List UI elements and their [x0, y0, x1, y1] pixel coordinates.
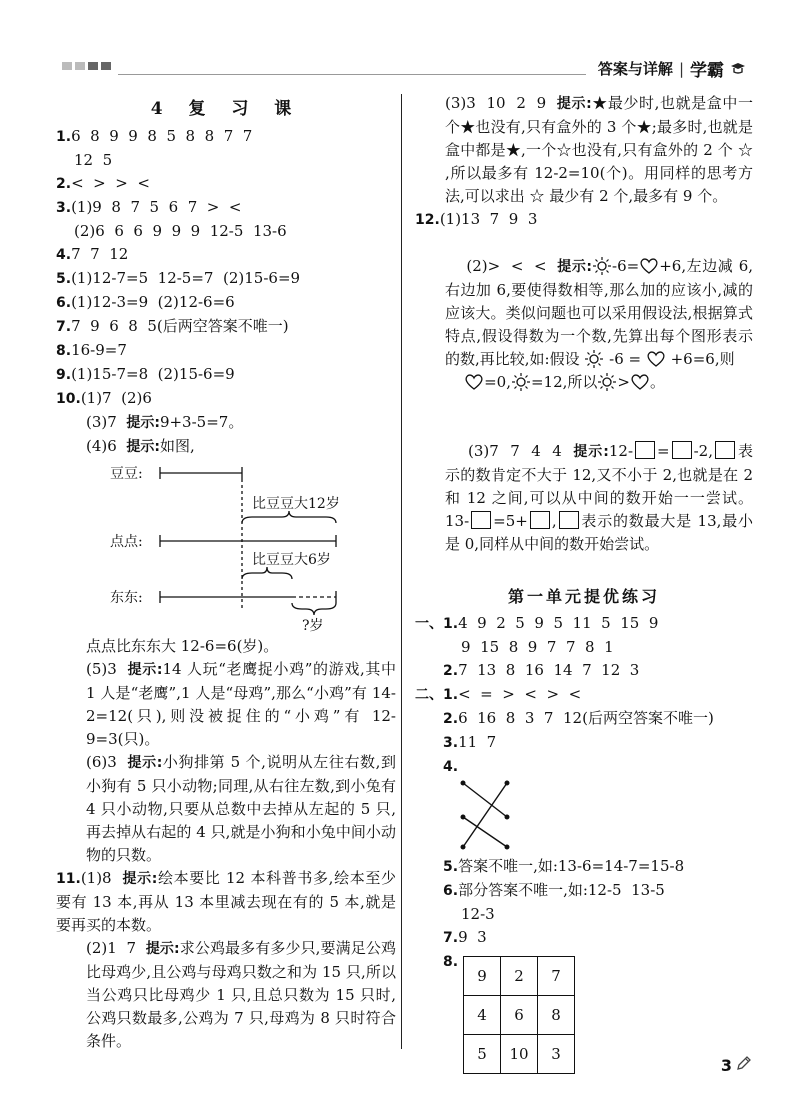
diagram-annotation-12: 比豆豆大12岁: [252, 496, 340, 512]
matching-lines: [455, 779, 535, 851]
answer-10-6: (6)3 提示:小狗排第 5 个,说明从左往右数,到小狗有 5 只小动物;同理,从右往左数,到小兔有 4 只小动物,只要从总数中去掉从左起的 5 只,再去掉从右起的 4 只,就是小狗和小兔中间小动物的只数。: [86, 753, 401, 864]
answer-9: 9.(1)15-7=8 (2)15-6=9: [56, 365, 235, 383]
page-number: 3: [720, 1056, 732, 1075]
blank-box: [530, 511, 550, 529]
answer-10-3: (3)7 提示:9+3-5=7。: [86, 413, 244, 431]
diagram-label-dongdong: 东东:: [110, 590, 143, 606]
answer-3-part2: (2)6 6 6 9 9 9 12-5 13-6: [74, 222, 287, 240]
part-1-q2: 2.7 13 8 16 14 7 12 3: [443, 661, 640, 679]
part-2-q2: 2.6 16 8 3 7 12(后两空答案不唯一): [443, 709, 714, 727]
grid-cell: 7: [538, 957, 575, 996]
diagram-annotation-6: 比豆豆大6岁: [252, 552, 331, 568]
diagram-question: ?岁: [302, 618, 324, 634]
answer-2: 2.< > > <: [56, 174, 150, 192]
answer-10: 10.(1)7 (2)6: [56, 389, 152, 407]
sun-icon: [592, 256, 612, 276]
grid-cell: 4: [464, 996, 501, 1035]
heart-icon: [630, 373, 650, 391]
answer-1: 1.6 8 9 9 8 5 8 8 7 7: [56, 127, 253, 145]
part-2-q1: 二、1.< = > < > <: [415, 685, 582, 703]
part-2-q8: 8.: [443, 954, 459, 970]
age-diagram: [56, 461, 396, 634]
answer-11: 11.(1)8 提示:绘本要比 12 本科普书多,绘本至少要有 13 本,再从 13 本里减去现在有的 5 本,就是要再买的本数。: [56, 869, 396, 934]
blank-box: [635, 441, 655, 459]
answer-5: 5.(1)12-7=5 12-5=7 (2)15-6=9: [56, 269, 301, 287]
column-divider: [401, 94, 402, 1049]
header-rule: [118, 74, 586, 75]
grid-cell: 3: [538, 1035, 575, 1074]
sun-icon: [597, 372, 617, 392]
section-title: 第一单元提优练习: [507, 587, 660, 606]
part-1-q1-cont: 9 15 8 9 7 7 8 1: [461, 638, 614, 656]
answer-12-3: (3)7 7 4 4 提示:12- = -2, 表示的数肯定不大于 12,又不小于 2,也就是在 2 和 12 之间,可以从中间的数开始一一尝试。13- =5+ , 表示的数最大是 13,最小是 0,同样从中间的数开始尝试。: [445, 442, 758, 553]
answer-7: 7.7 9 6 8 5(后两空答案不唯一): [56, 317, 289, 335]
blank-box: [715, 441, 735, 459]
answer-11-2: (2)1 7 提示:求公鸡最多有多少只,要满足公鸡比母鸡少,且公鸡与母鸡只数之和为 15 只,所以当公鸡只比母鸡少 1 只,且总只数为 15 只时,公鸡只数最多,公鸡为 7 只,母鸡为 8 只时符合条件。: [86, 939, 396, 1050]
blank-box: [559, 511, 579, 529]
part-2-q6: 6.部分答案不唯一,如:12-5 13-5: [443, 881, 665, 899]
header-title: 答案与详解: [597, 60, 673, 78]
answer-11-3: (3)3 10 2 9 提示:★最少时,也就是盒中一个★也没有,只有盒外的 3 个★;最多时,也就是盒中都是★,一个☆也没有,只有盒外的 2 个 ☆ ,所以最多有 12-2=10(个)。用同样的思考方法,可以求出 ☆ 最少有 2 个,最多有 9 个。: [445, 94, 758, 205]
answer-3: 3.(1)9 8 7 5 6 7 > <: [56, 198, 242, 216]
answer-10-4-conclusion: 点点比东东大 12-6=6(岁)。: [86, 637, 279, 655]
part-2-q4: 4.: [443, 759, 459, 775]
answer-12: 12.(1)13 7 9 3: [415, 210, 538, 228]
heart-icon: [639, 257, 659, 275]
brand-logo: 学霸: [690, 61, 724, 81]
right-column: [415, 92, 758, 1074]
pencil-icon: [736, 1055, 752, 1071]
part-2-q3: 3.11 7: [443, 733, 497, 751]
left-column: [56, 98, 401, 1053]
blank-box: [672, 441, 692, 459]
grid-cell: 9: [464, 957, 501, 996]
age-diagram-lines: [56, 461, 396, 621]
header: [598, 56, 746, 81]
diagram-label-diandian: 点点:: [110, 534, 143, 550]
graduation-cap-icon: [730, 62, 746, 76]
answer-10-5: (5)3 提示:14 人玩“老鹰捉小鸡”的游戏,其中 1 人是“老鹰”,1 人是“母鸡”,那么“小鸡”有 14-2=12(只),则没被捉住的“小鸡”有 12-9=3(只)。: [86, 660, 401, 748]
diagram-label-doudou: 豆豆:: [110, 466, 143, 482]
answer-10-4: (4)6 提示:如图,: [86, 437, 195, 455]
answer-1-cont: 12 5: [74, 151, 113, 169]
header-separator: |: [678, 59, 684, 78]
grid-cell: 6: [501, 996, 538, 1035]
part-2-q7: 7.9 3: [443, 928, 487, 946]
part-1-q1: 一、1.4 9 2 5 9 5 11 5 15 9: [415, 614, 659, 632]
heart-icon: [646, 350, 666, 368]
grid-cell: 10: [501, 1035, 538, 1074]
heart-icon: [464, 373, 484, 391]
part-2-q5: 5.答案不唯一,如:13-6=14-7=15-8: [443, 857, 685, 875]
grid-cell: 8: [538, 996, 575, 1035]
lesson-title: 4 复 习 课: [150, 99, 302, 119]
grid-cell: 2: [501, 957, 538, 996]
header-decoration: [62, 62, 111, 70]
answer-6: 6.(1)12-3=9 (2)12-6=6: [56, 293, 235, 311]
blank-box: [471, 511, 491, 529]
sun-icon: [584, 349, 604, 369]
answer-4: 4.7 7 12: [56, 245, 129, 263]
answer-8: 8.16-9=7: [56, 341, 127, 359]
part-2-q6-cont: 12-3: [461, 905, 495, 923]
sun-icon: [511, 372, 531, 392]
matching-figure: [455, 779, 753, 851]
grid-cell: 5: [464, 1035, 501, 1074]
answer-12-2: (2)> < < 提示: -6= +6,左边减 6,右边加 6,要使得数相等,那么加的应该小,减的应该大。类似问题也可以采用假设法,根据算式特点,假设得数为一个数,先算出每个图形表示的数,再比较,如:假设 -6 = +6=6,则 =0, =12,所以 > 。: [445, 257, 754, 391]
